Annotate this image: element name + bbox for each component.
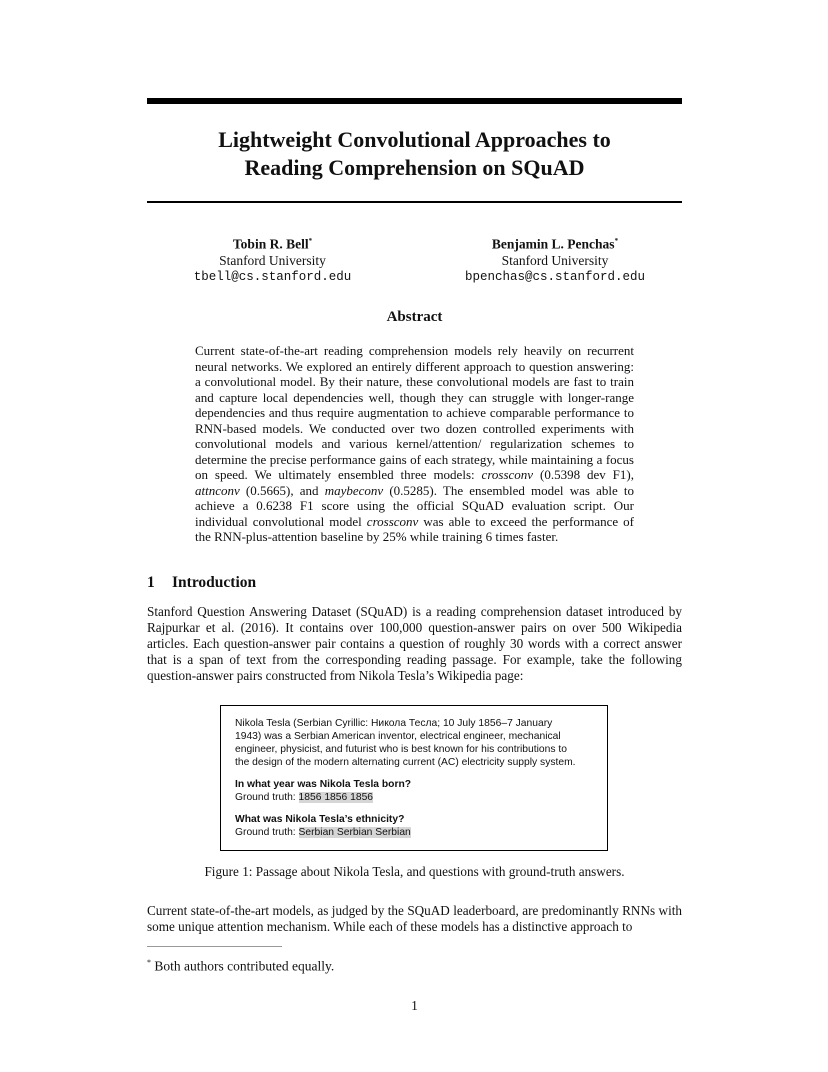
author-affiliation: Stanford University bbox=[219, 252, 326, 268]
author-block-1 bbox=[165, 233, 380, 285]
ground-truth-line bbox=[235, 826, 593, 839]
ground-truth-answer: Serbian bbox=[298, 827, 335, 838]
model-name: attnconv bbox=[195, 482, 240, 498]
abstract-text: (0.5665), and bbox=[239, 482, 325, 498]
abstract-text: (0.5398 dev F1), bbox=[533, 467, 634, 482]
author-mark: * bbox=[614, 237, 619, 245]
abstract-text: (0.5285). The ensembled model was able to achieve a 0.6238 F1 score using the official SQuAD evaluation script. Our individual convolutional model bbox=[195, 482, 634, 529]
abstract-body bbox=[195, 343, 634, 545]
ground-truth-label: Ground truth: bbox=[235, 827, 299, 838]
section-title: Introduction bbox=[172, 574, 257, 591]
continuation-paragraph: Current state-of-the-art models, as judged by the SQuAD leaderboard, are predominantly RNNs with some unique attention mechanism. While each of these models has a distinctive approach to bbox=[147, 903, 682, 934]
author-email: bpenchas@cs.stanford.edu bbox=[464, 269, 646, 284]
model-name: crossconv bbox=[366, 513, 419, 529]
footnote-text: Both authors contributed equally. bbox=[151, 958, 335, 974]
author-name: Benjamin L. Penchas bbox=[491, 236, 615, 252]
title-bottom-rule bbox=[147, 201, 682, 203]
section-number: 1 bbox=[147, 574, 155, 591]
ground-truth-answer: 1856 bbox=[298, 792, 322, 803]
title-line-1: Lightweight Convolutional Approaches to bbox=[218, 127, 611, 152]
author-mark: * bbox=[308, 237, 313, 245]
figure-question: What was Nikola Tesla’s ethnicity? bbox=[235, 814, 405, 825]
footnote-mark: * bbox=[147, 958, 151, 967]
author-block-2 bbox=[445, 233, 665, 285]
abstract-text: was able to exceed the performance of the RNN-plus-attention baseline by 25% while training 6 times faster. bbox=[195, 513, 634, 544]
abstract-heading: Abstract bbox=[386, 309, 443, 325]
intro-paragraph: Stanford Question Answering Dataset (SQuAD) is a reading comprehension dataset introduced by Rajpurkar et al. (2016). It contains over 100,000 question-answer pairs on over 500 Wikipedia articles. Each question-answer pair contains a question of roughly 30 words with a correct answer that is a span of text from the corresponding reading passage. For example, take the following question-answer pairs constructed from Nikola Tesla’s Wikipedia page: bbox=[147, 604, 682, 683]
passage-line: the design of the modern alternating current (AC) electricity supply system. bbox=[235, 757, 576, 768]
author-email: tbell@cs.stanford.edu bbox=[193, 269, 352, 284]
author-affiliation: Stanford University bbox=[501, 252, 609, 268]
passage-line: Nikola Tesla (Serbian Cyrillic: Никола Тесла; 10 July 1856–7 January bbox=[235, 718, 553, 729]
footnote bbox=[147, 958, 334, 975]
figure-passage bbox=[235, 717, 593, 769]
ground-truth-answer: Serbian bbox=[336, 827, 373, 838]
passage-line: 1943) was a Serbian American inventor, electrical engineer, mechanical bbox=[235, 731, 561, 742]
ground-truth-answer: 1856 bbox=[324, 792, 348, 803]
author-name: Tobin R. Bell bbox=[232, 236, 309, 252]
ground-truth-line bbox=[235, 791, 593, 804]
figure-question: In what year was Nikola Tesla born? bbox=[235, 779, 412, 790]
paper-title bbox=[147, 126, 682, 182]
section-heading bbox=[147, 574, 256, 592]
model-name: maybeconv bbox=[324, 482, 384, 498]
top-rule bbox=[147, 98, 682, 104]
figure-caption: Figure 1: Passage about Nikola Tesla, and questions with ground-truth answers. bbox=[204, 864, 625, 879]
figure-box bbox=[220, 705, 608, 851]
ground-truth-label: Ground truth: bbox=[235, 792, 299, 803]
ground-truth-answer: Serbian bbox=[375, 827, 411, 838]
passage-line: engineer, physicist, and futurist who is best known for his contributions to bbox=[235, 744, 567, 755]
abstract-text: Current state-of-the-art reading comprehension models rely heavily on recurrent neural networks. We explored an entirely different approach to question answering: a convolutional model. By their nature, these convolutional models are fast to train and capture local dependencies well, though they can struggle with longer-range dependencies and thus require augmentation to achieve comparable performance to RNN-based models. We conducted over two dozen controlled experiments with convolutional models and various kernel/attention/ regularization schemes to determine the precise performance gains of each strategy, while maintaining a focus on speed. We ultimately ensembled three models: bbox=[195, 343, 634, 482]
page-number: 1 bbox=[411, 998, 418, 1013]
title-line-2: Reading Comprehension on SQuAD bbox=[244, 155, 585, 180]
footnote-rule bbox=[147, 946, 282, 947]
ground-truth-answer: 1856 bbox=[350, 792, 374, 803]
model-name: crossconv bbox=[481, 467, 534, 482]
